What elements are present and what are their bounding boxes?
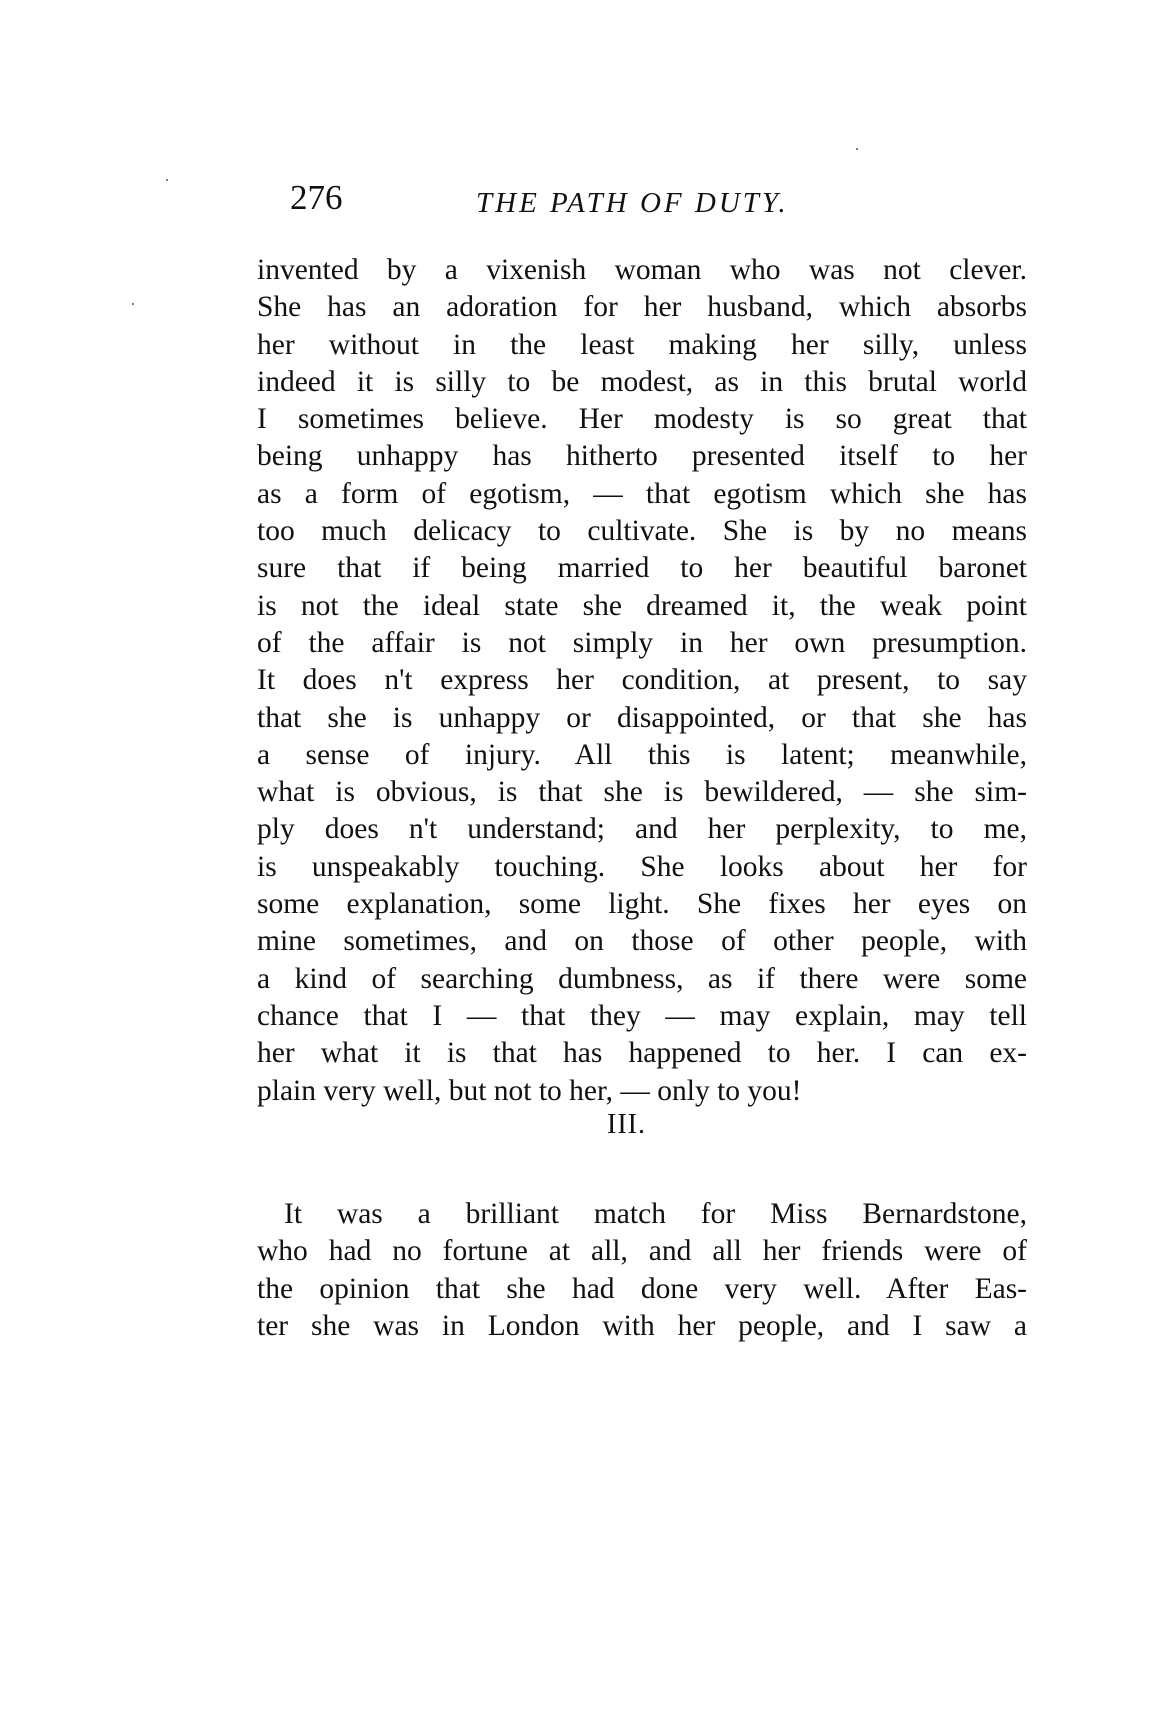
text-line: the opinion that she had done very well. After Eas- [257,1272,1027,1305]
text-line: her without in the least making her silly, unless [257,328,1027,361]
print-speck [856,148,858,150]
text-line: her what it is that has happened to her. I can ex- [257,1037,1027,1070]
section-heading: III. [607,1109,646,1140]
text-line: a sense of injury. All this is latent; meanwhile, [257,738,1027,771]
page-number: 276 [290,178,343,217]
running-title: THE PATH OF DUTY. [476,187,789,219]
text-line: as a form of egotism, — that egotism which she has [257,477,1027,510]
text-line: She has an adoration for her husband, which absorbs [257,291,1027,324]
passage-one [257,252,1027,1110]
text-line: who had no fortune at all, and all her friends were of [257,1235,1027,1268]
text-line: invented by a vixenish woman who was not clever. [257,254,1027,286]
print-speck [166,179,168,181]
text-line: mine sometimes, and on those of other people, with [257,925,1027,958]
print-speck [132,303,134,305]
text-line: It was a brilliant match for Miss Bernardstone, [284,1198,1027,1230]
text-line: is not the ideal state she dreamed it, the weak point [257,589,1027,622]
passage-two [257,1196,1027,1345]
text-line: what is obvious, is that she is bewildered, — she sim- [257,776,1027,809]
text-line: too much delicacy to cultivate. She is by no means [257,515,1027,548]
text-line: being unhappy has hitherto presented itself to her [257,440,1027,473]
text-line: of the affair is not simply in her own presumption. [257,626,1027,659]
text-line: plain very well, but not to her, — only to you! [257,1074,802,1107]
text-line: I sometimes believe. Her modesty is so great that [257,403,1027,436]
text-line: It does n't express her condition, at present, to say [257,664,1027,697]
text-line: is unspeakably touching. She looks about her for [257,850,1027,883]
text-line: that she is unhappy or disappointed, or that she has [257,701,1027,734]
text-line: sure that if being married to her beautiful baronet [257,552,1027,585]
text-line: ply does n't understand; and her perplexity, to me, [257,813,1027,846]
text-line: a kind of searching dumbness, as if there were some [257,962,1027,995]
text-line: some explanation, some light. She fixes her eyes on [257,888,1027,921]
text-line: ter she was in London with her people, and I saw a [257,1309,1027,1342]
text-line: chance that I — that they — may explain, may tell [257,999,1027,1032]
text-line: indeed it is silly to be modest, as in this brutal world [257,365,1027,398]
